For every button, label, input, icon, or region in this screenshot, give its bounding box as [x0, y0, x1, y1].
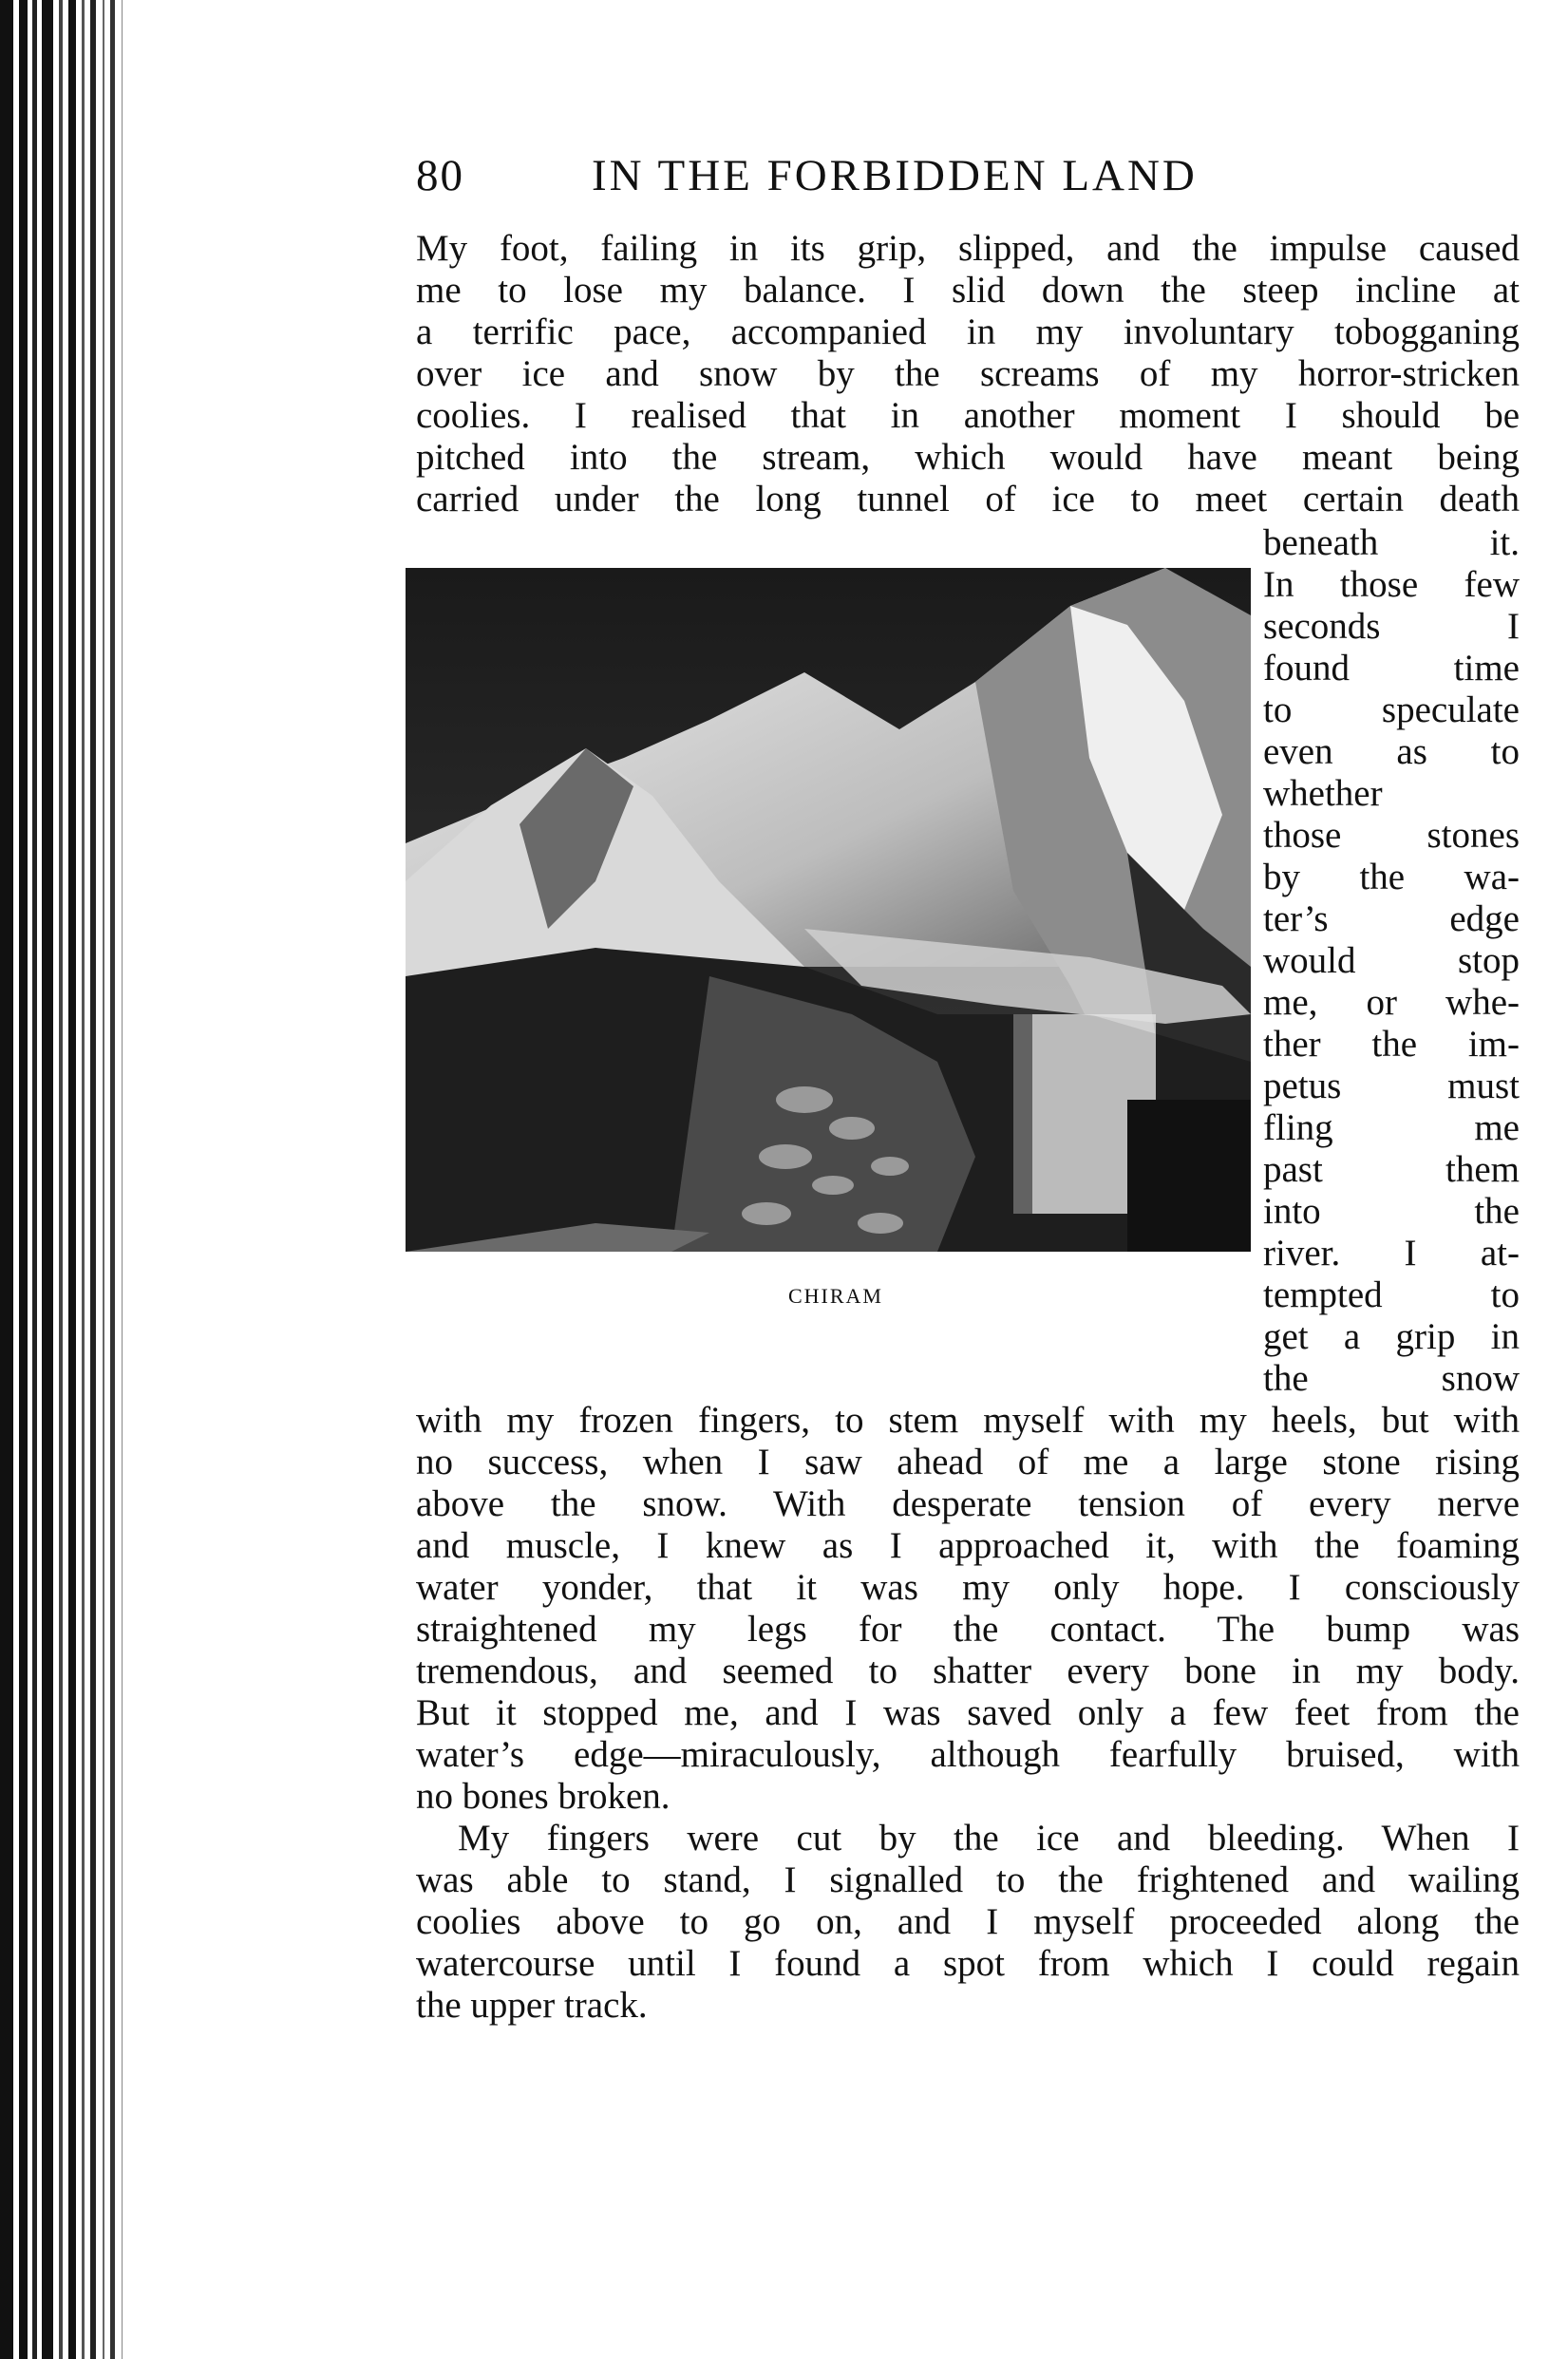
text-line: a terrific pace, accompanied in my involuntary tobogganing [416, 311, 1520, 352]
text-line: ter’s edge [1263, 898, 1520, 939]
text-line: My foot, failing in its grip, slipped, and the impulse caused [416, 228, 1520, 269]
text-line: with my frozen fingers, to stem myself with my heels, but with [416, 1400, 1520, 1441]
text-line: no bones broken. [416, 1776, 671, 1817]
text-line: those stones [1263, 815, 1520, 856]
text-line: into the [1263, 1191, 1520, 1232]
text-line: above the snow. With desperate tension of every nerve [416, 1483, 1520, 1524]
text-line: petus must [1263, 1066, 1520, 1106]
text-line: and muscle, I knew as I approached it, with the foaming [416, 1525, 1520, 1566]
text-line: water yonder, that it was my only hope. I consciously [416, 1567, 1520, 1608]
text-line: seconds I [1263, 606, 1520, 647]
text-line: river. I at- [1263, 1233, 1520, 1274]
text-line: But it stopped me, and I was saved only a few feet from the [416, 1692, 1520, 1733]
text-line: me, or whe- [1263, 982, 1520, 1023]
running-title: IN THE FORBIDDEN LAND [592, 151, 1198, 200]
text-line: even as to [1263, 731, 1520, 772]
text-line: water’s edge—miraculously, although fearfully bruised, with [416, 1734, 1520, 1775]
book-spine-edge [0, 0, 133, 2359]
figure-caption: CHIRAM [787, 1284, 883, 1308]
text-line: carried under the long tunnel of ice to meet certain death [416, 479, 1520, 519]
text-line: past them [1263, 1149, 1520, 1190]
text-line: no success, when I saw ahead of me a large stone rising [416, 1442, 1520, 1482]
text-line: was able to stand, I signalled to the frightened and wailing [416, 1859, 1520, 1900]
text-line: coolies. I realised that in another moment I should be [416, 395, 1520, 436]
text-line: ther the im- [1263, 1024, 1520, 1065]
text-line: pitched into the stream, which would have meant being [416, 437, 1520, 478]
text-line: My fingers were cut by the ice and bleeding. When I [458, 1818, 1520, 1859]
text-line: by the wa- [1263, 857, 1520, 897]
text-line: would stop [1263, 940, 1520, 981]
text-line: tempted to [1263, 1274, 1520, 1315]
page-number: 80 [416, 151, 464, 200]
text-line: fling me [1263, 1107, 1520, 1148]
text-line: coolies above to go on, and I myself proceeded along the [416, 1901, 1520, 1942]
text-line: found time [1263, 648, 1520, 689]
text-line: the upper track. [416, 1985, 648, 2026]
text-line: In those few [1263, 564, 1520, 605]
running-header [416, 150, 1347, 207]
text-line: get a grip in [1263, 1316, 1520, 1357]
text-line: beneath it. [1263, 522, 1520, 563]
mountain-illustration [406, 568, 1251, 1252]
text-line: straightened my legs for the contact. The bump was [416, 1609, 1520, 1650]
text-line: watercourse until I found a spot from which I could regain [416, 1943, 1520, 1984]
text-line: over ice and snow by the screams of my horror-stricken [416, 353, 1520, 394]
text-line: tremendous, and seemed to shatter every bone in my body. [416, 1651, 1520, 1691]
text-line: the snow [1263, 1358, 1520, 1399]
text-line: me to lose my balance. I slid down the steep incline at [416, 270, 1520, 311]
text-line: whether [1263, 773, 1383, 814]
text-line: to speculate [1263, 689, 1520, 730]
